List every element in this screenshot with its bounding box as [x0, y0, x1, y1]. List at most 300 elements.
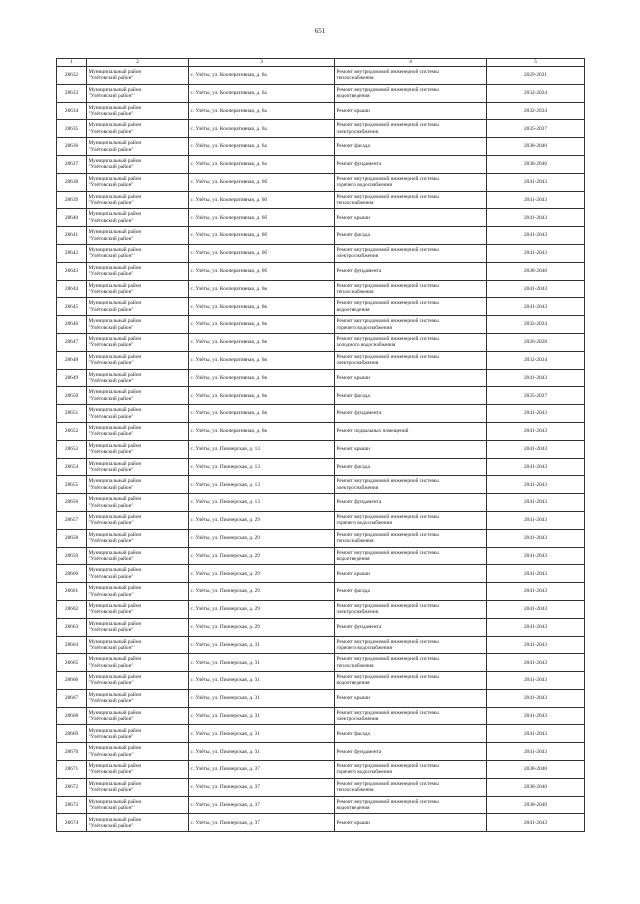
work-type-line: Ремонт внутридомовой инженерной системы — [336, 780, 439, 787]
period-cell: 2035-2037 — [487, 387, 585, 405]
work-type-cell — [335, 440, 487, 458]
work-type-line: Ремонт фасада — [336, 143, 370, 150]
address-cell: с. Улёты, ул. Пионерская, д. 31 — [189, 707, 335, 725]
row-number: 28655 — [57, 476, 87, 494]
work-type-line: Ремонт фундамента — [336, 410, 382, 417]
period-cell: 2041-2043 — [487, 209, 585, 227]
row-number: 28643 — [57, 262, 87, 280]
work-type-line: теплоснабжения — [336, 662, 374, 669]
district-line: "Улётовский район" — [88, 217, 134, 224]
district-cell — [87, 547, 189, 565]
work-type-cell — [335, 476, 487, 494]
district-line: "Улётовский район" — [88, 466, 134, 473]
table-row — [57, 262, 585, 280]
row-number: 28641 — [57, 227, 87, 245]
district-line: "Улётовский район" — [88, 342, 134, 349]
district-line: Муниципальный район — [88, 318, 142, 325]
work-type-cell — [335, 689, 487, 707]
work-type-cell — [335, 262, 487, 280]
period-cell: 2041-2043 — [487, 476, 585, 494]
district-line: Муниципальный район — [88, 691, 142, 698]
address-cell: с. Улёты, ул. Пионерская, д. 37 — [189, 796, 335, 814]
work-type-line: Ремонт фасада — [336, 463, 370, 470]
address-cell: с. Улёты, ул. Кооперативная, д. 6в — [189, 422, 335, 440]
address-cell: с. Улёты, ул. Кооперативная, д. 6в — [189, 369, 335, 387]
work-type-line: теплоснабжения — [336, 538, 374, 545]
row-number: 28674 — [57, 814, 87, 832]
row-number: 28647 — [57, 333, 87, 351]
address-cell: с. Улёты, ул. Пионерская, д. 29 — [189, 583, 335, 601]
table-row — [57, 209, 585, 227]
work-type-line: электроснабжения — [336, 609, 379, 616]
work-type-line: Ремонт внутридомовой инженерной системы — [336, 674, 439, 681]
column-header-5: 5 — [487, 59, 585, 67]
table-row — [57, 547, 585, 565]
period-cell: 2041-2043 — [487, 440, 585, 458]
period-cell: 2041-2043 — [487, 689, 585, 707]
district-line: "Улётовский район" — [88, 484, 134, 491]
page-number: 651 — [314, 27, 326, 35]
district-line: Муниципальный район — [88, 122, 142, 129]
work-type-line: Ремонт внутридомовой инженерной системы — [336, 353, 439, 360]
address-cell: с. Улёты, ул. Кооперативная, д. 6в — [189, 298, 335, 316]
work-type-line: водоотведения — [336, 93, 370, 100]
district-cell — [87, 511, 189, 529]
district-cell — [87, 600, 189, 618]
work-type-cell — [335, 654, 487, 672]
district-line: "Улётовский район" — [88, 271, 134, 278]
district-line: "Улётовский район" — [88, 395, 134, 402]
work-type-line: Ремонт внутридомовой инженерной системы — [336, 798, 439, 805]
work-type-cell — [335, 529, 487, 547]
row-number: 28670 — [57, 743, 87, 761]
district-line: Муниципальный район — [88, 567, 142, 574]
district-cell — [87, 814, 189, 832]
table-row — [57, 600, 585, 618]
work-type-line: Ремонт внутридомовой инженерной системы — [336, 122, 439, 129]
period-cell: 2038-2040 — [487, 155, 585, 173]
period-cell: 2041-2043 — [487, 725, 585, 743]
period-cell: 2026-2028 — [487, 333, 585, 351]
table-row — [57, 67, 585, 85]
work-type-line: Ремонт внутридомовой инженерной системы — [336, 193, 439, 200]
period-cell: 2041-2043 — [487, 494, 585, 512]
work-type-cell — [335, 351, 487, 369]
period-cell: 2041-2043 — [487, 636, 585, 654]
work-type-line: Ремонт крыши — [336, 214, 370, 221]
period-cell: 2041-2043 — [487, 405, 585, 423]
address-cell: с. Улёты, ул. Кооперативная, д. 6в — [189, 351, 335, 369]
work-type-line: Ремонт внутридомовой инженерной системы — [336, 175, 439, 182]
work-type-line: теплоснабжения — [336, 75, 374, 82]
district-line: Муниципальный район — [88, 709, 142, 716]
address-cell: с. Улёты, ул. Пионерская, д. 29 — [189, 565, 335, 583]
period-cell: 2041-2043 — [487, 173, 585, 191]
work-type-cell — [335, 761, 487, 779]
table-row — [57, 654, 585, 672]
district-line: "Улётовский район" — [88, 805, 134, 812]
address-cell: с. Улёты, ул. Пионерская, д. 31 — [189, 689, 335, 707]
table-row — [57, 689, 585, 707]
district-cell — [87, 494, 189, 512]
row-number: 28640 — [57, 209, 87, 227]
work-type-line: Ремонт внутридомовой инженерной системы — [336, 656, 439, 663]
work-type-cell — [335, 743, 487, 761]
row-number: 28668 — [57, 707, 87, 725]
table-row — [57, 778, 585, 796]
period-cell: 2041-2043 — [487, 227, 585, 245]
work-type-line: горячего водоснабжения — [336, 182, 392, 189]
period-cell: 2041-2043 — [487, 369, 585, 387]
work-type-line: Ремонт фундамента — [336, 748, 382, 755]
district-line: "Улётовский район" — [88, 502, 134, 509]
district-cell — [87, 529, 189, 547]
table-row — [57, 458, 585, 476]
district-cell — [87, 743, 189, 761]
address-cell: с. Улёты, ул. Кооперативная, д. 6б — [189, 209, 335, 227]
work-type-line: Ремонт внутридомовой инженерной системы — [336, 709, 439, 716]
district-line: Муниципальный район — [88, 282, 142, 289]
row-number: 28663 — [57, 618, 87, 636]
district-line: "Улётовский район" — [88, 520, 134, 527]
district-line: "Улётовский район" — [88, 360, 134, 367]
table-row — [57, 405, 585, 423]
district-line: Муниципальный район — [88, 496, 142, 503]
work-type-cell — [335, 814, 487, 832]
district-line: "Улётовский район" — [88, 431, 134, 438]
district-line: "Улётовский район" — [88, 75, 134, 82]
work-type-line: Ремонт внутридомовой инженерной системы — [336, 763, 439, 770]
period-cell: 2038-2040 — [487, 778, 585, 796]
table-row — [57, 440, 585, 458]
row-number: 28658 — [57, 529, 87, 547]
period-cell: 2041-2043 — [487, 529, 585, 547]
work-type-cell — [335, 618, 487, 636]
district-cell — [87, 778, 189, 796]
row-number: 28642 — [57, 244, 87, 262]
row-number: 28639 — [57, 191, 87, 209]
district-cell — [87, 333, 189, 351]
work-type-cell — [335, 725, 487, 743]
district-line: Муниципальный район — [88, 389, 142, 396]
district-cell — [87, 280, 189, 298]
district-line: Муниципальный район — [88, 158, 142, 165]
work-type-line: электроснабжения — [336, 360, 379, 367]
address-cell: с. Улёты, ул. Кооперативная, д. 6в — [189, 405, 335, 423]
row-number: 28636 — [57, 138, 87, 156]
row-number: 28651 — [57, 405, 87, 423]
district-line: "Улётовский район" — [88, 822, 134, 829]
work-type-line: Ремонт фасада — [336, 232, 370, 239]
district-cell — [87, 67, 189, 85]
address-cell: с. Улёты, ул. Пионерская, д. 13 — [189, 458, 335, 476]
district-line: Муниципальный район — [88, 300, 142, 307]
district-line: Муниципальный район — [88, 371, 142, 378]
address-cell: с. Улёты, ул. Кооперативная, д. 6б — [189, 227, 335, 245]
district-line: Муниципальный район — [88, 264, 142, 271]
district-cell — [87, 138, 189, 156]
period-cell: 2032-2034 — [487, 84, 585, 102]
period-cell: 2041-2043 — [487, 511, 585, 529]
district-line: "Улётовский район" — [88, 182, 134, 189]
district-line: Муниципальный район — [88, 442, 142, 449]
district-line: Муниципальный район — [88, 211, 142, 218]
district-line: Муниципальный район — [88, 531, 142, 538]
address-cell: с. Улёты, ул. Кооперативная, д. 6б — [189, 173, 335, 191]
table-row — [57, 155, 585, 173]
work-type-cell — [335, 672, 487, 690]
table-row — [57, 494, 585, 512]
district-cell — [87, 244, 189, 262]
table-row — [57, 316, 585, 334]
period-cell: 2041-2043 — [487, 298, 585, 316]
district-line: Муниципальный район — [88, 175, 142, 182]
district-line: Муниципальный район — [88, 460, 142, 467]
district-line: "Улётовский район" — [88, 128, 134, 135]
district-cell — [87, 351, 189, 369]
period-cell: 2041-2043 — [487, 672, 585, 690]
work-type-line: холодного водоснабжения — [336, 342, 396, 349]
district-line: Муниципальный район — [88, 780, 142, 787]
district-line: "Улётовский район" — [88, 413, 134, 420]
work-type-line: Ремонт внутридомовой инженерной системы — [336, 603, 439, 609]
work-type-line: Ремонт внутридомовой инженерной системы — [336, 69, 439, 76]
table-body — [57, 67, 585, 832]
table-row — [57, 672, 585, 690]
row-number: 28666 — [57, 672, 87, 690]
address-cell: с. Улёты, ул. Кооперативная, д. 6а — [189, 102, 335, 120]
work-type-line: теплоснабжения — [336, 787, 374, 794]
row-number: 28646 — [57, 316, 87, 334]
district-line: Муниципальный район — [88, 407, 142, 414]
row-number: 28664 — [57, 636, 87, 654]
work-type-line: Ремонт крыши — [336, 695, 370, 702]
district-cell — [87, 654, 189, 672]
address-cell: с. Улёты, ул. Пионерская, д. 29 — [189, 547, 335, 565]
work-type-cell — [335, 369, 487, 387]
work-type-line: Ремонт внутридомовой инженерной системы — [336, 514, 439, 521]
work-type-cell — [335, 405, 487, 423]
row-number: 28638 — [57, 173, 87, 191]
work-type-line: Ремонт фундамента — [336, 268, 382, 275]
district-cell — [87, 440, 189, 458]
district-line: Муниципальный район — [88, 585, 142, 592]
period-cell: 2038-2040 — [487, 761, 585, 779]
work-type-cell — [335, 796, 487, 814]
district-cell — [87, 796, 189, 814]
work-type-line: Ремонт внутридомовой инженерной системы — [336, 336, 439, 343]
table-row — [57, 707, 585, 725]
work-type-cell — [335, 191, 487, 209]
row-number: 28662 — [57, 600, 87, 618]
district-cell — [87, 316, 189, 334]
work-type-cell — [335, 298, 487, 316]
district-line: Муниципальный район — [88, 104, 142, 111]
address-cell: с. Улёты, ул. Пионерская, д. 29 — [189, 600, 335, 618]
district-cell — [87, 369, 189, 387]
district-line: Муниципальный район — [88, 798, 142, 805]
district-line: Муниципальный район — [88, 353, 142, 360]
work-type-cell — [335, 316, 487, 334]
row-number: 28644 — [57, 280, 87, 298]
table-row — [57, 244, 585, 262]
work-type-line: Ремонт крыши — [336, 570, 370, 577]
period-cell: 2041-2043 — [487, 458, 585, 476]
work-type-cell — [335, 600, 487, 618]
period-cell: 2041-2043 — [487, 618, 585, 636]
table-row — [57, 476, 585, 494]
work-type-line: горячего водоснабжения — [336, 769, 392, 776]
work-type-cell — [335, 511, 487, 529]
district-line: Муниципальный район — [88, 745, 142, 752]
period-cell: 2041-2043 — [487, 191, 585, 209]
district-line: Муниципальный район — [88, 514, 142, 521]
table-header — [57, 59, 585, 67]
table-row — [57, 529, 585, 547]
district-line: "Улётовский район" — [88, 787, 134, 794]
row-number: 28637 — [57, 155, 87, 173]
table-row — [57, 636, 585, 654]
district-cell — [87, 262, 189, 280]
district-line: Муниципальный район — [88, 229, 142, 236]
district-cell — [87, 120, 189, 138]
work-type-line: водоотведения — [336, 805, 370, 812]
district-line: Муниципальный район — [88, 247, 142, 254]
district-line: "Улётовский район" — [88, 146, 134, 153]
address-cell: с. Улёты, ул. Кооперативная, д. 6б — [189, 262, 335, 280]
district-line: "Улётовский район" — [88, 235, 134, 242]
district-cell — [87, 102, 189, 120]
row-number: 28672 — [57, 778, 87, 796]
row-number: 28659 — [57, 547, 87, 565]
work-type-cell — [335, 138, 487, 156]
row-number: 28657 — [57, 511, 87, 529]
district-line: Муниципальный район — [88, 140, 142, 147]
district-line: Муниципальный район — [88, 816, 142, 823]
work-type-line: Ремонт фасада — [336, 392, 370, 399]
district-line: Муниципальный район — [88, 620, 142, 627]
table-row — [57, 120, 585, 138]
address-cell: с. Улёты, ул. Пионерская, д. 31 — [189, 654, 335, 672]
table-row — [57, 298, 585, 316]
work-type-cell — [335, 583, 487, 601]
work-type-line: Ремонт фундамента — [336, 499, 382, 506]
address-cell: с. Улёты, ул. Пионерская, д. 13 — [189, 476, 335, 494]
row-number: 28650 — [57, 387, 87, 405]
address-cell: с. Улёты, ул. Кооперативная, д. 6а — [189, 155, 335, 173]
row-number: 28649 — [57, 369, 87, 387]
work-type-cell — [335, 155, 487, 173]
address-cell: с. Улёты, ул. Кооперативная, д. 6в — [189, 316, 335, 334]
district-line: Муниципальный район — [88, 763, 142, 770]
work-type-line: Ремонт подвальных помещений — [336, 428, 409, 435]
row-number: 28661 — [57, 583, 87, 601]
column-header-4: 4 — [335, 59, 487, 67]
district-line: "Улётовский район" — [88, 627, 134, 634]
work-type-line: Ремонт внутридомовой инженерной системы — [336, 478, 439, 485]
district-line: Муниципальный район — [88, 638, 142, 645]
district-line: Муниципальный район — [88, 727, 142, 734]
row-number: 28635 — [57, 120, 87, 138]
work-type-line: Ремонт внутридомовой инженерной системы — [336, 86, 439, 93]
district-line: Муниципальный район — [88, 603, 142, 609]
district-cell — [87, 458, 189, 476]
work-type-line: электроснабжения — [336, 716, 379, 723]
district-line: "Улётовский район" — [88, 716, 134, 723]
address-cell: с. Улёты, ул. Кооперативная, д. 6а — [189, 67, 335, 85]
row-number: 28654 — [57, 458, 87, 476]
column-header-1: 1 — [57, 59, 87, 67]
address-cell: с. Улёты, ул. Кооперативная, д. 6а — [189, 120, 335, 138]
address-cell: с. Улёты, ул. Кооперативная, д. 6в — [189, 387, 335, 405]
period-cell: 2032-2034 — [487, 351, 585, 369]
period-cell: 2029-2031 — [487, 67, 585, 85]
address-cell: с. Улёты, ул. Кооперативная, д. 6б — [189, 191, 335, 209]
district-line: Муниципальный район — [88, 86, 142, 93]
work-type-cell — [335, 387, 487, 405]
table-row — [57, 725, 585, 743]
table-row — [57, 227, 585, 245]
address-cell: с. Улёты, ул. Пионерская, д. 29 — [189, 511, 335, 529]
district-line: Муниципальный район — [88, 336, 142, 343]
district-line: "Улётовский район" — [88, 573, 134, 580]
district-line: "Улётовский район" — [88, 538, 134, 545]
work-type-line: Ремонт внутридомовой инженерной системы — [336, 247, 439, 254]
work-type-cell — [335, 67, 487, 85]
district-line: Муниципальный район — [88, 656, 142, 663]
district-cell — [87, 155, 189, 173]
work-type-cell — [335, 227, 487, 245]
district-cell — [87, 387, 189, 405]
address-cell: с. Улёты, ул. Кооперативная, д. 6а — [189, 138, 335, 156]
table-row — [57, 369, 585, 387]
row-number: 28660 — [57, 565, 87, 583]
work-type-line: водоотведения — [336, 306, 370, 313]
work-type-line: Ремонт внутридомовой инженерной системы — [336, 638, 439, 645]
table-row — [57, 796, 585, 814]
period-cell: 2041-2043 — [487, 280, 585, 298]
district-cell — [87, 672, 189, 690]
address-cell: с. Улёты, ул. Пионерская, д. 13 — [189, 494, 335, 512]
table-row — [57, 280, 585, 298]
address-cell: с. Улёты, ул. Кооперативная, д. 6в — [189, 280, 335, 298]
row-number: 28671 — [57, 761, 87, 779]
period-cell: 2035-2037 — [487, 120, 585, 138]
row-number: 28652 — [57, 422, 87, 440]
district-cell — [87, 725, 189, 743]
period-cell: 2038-2040 — [487, 262, 585, 280]
work-type-cell — [335, 120, 487, 138]
row-number: 28656 — [57, 494, 87, 512]
district-line: "Улётовский район" — [88, 751, 134, 758]
address-cell: с. Улёты, ул. Пионерская, д. 37 — [189, 814, 335, 832]
work-type-cell — [335, 707, 487, 725]
table-row — [57, 743, 585, 761]
work-type-cell — [335, 102, 487, 120]
period-cell: 2041-2043 — [487, 707, 585, 725]
table-row — [57, 333, 585, 351]
work-type-cell — [335, 422, 487, 440]
district-cell — [87, 209, 189, 227]
work-type-line: Ремонт крыши — [336, 445, 370, 452]
table-row — [57, 422, 585, 440]
work-type-line: горячего водоснабжения — [336, 520, 392, 527]
row-number: 28667 — [57, 689, 87, 707]
period-cell: 2041-2043 — [487, 547, 585, 565]
work-type-line: Ремонт внутридомовой инженерной системы — [336, 531, 439, 538]
district-line: "Улётовский район" — [88, 591, 134, 598]
district-line: Муниципальный район — [88, 69, 142, 76]
